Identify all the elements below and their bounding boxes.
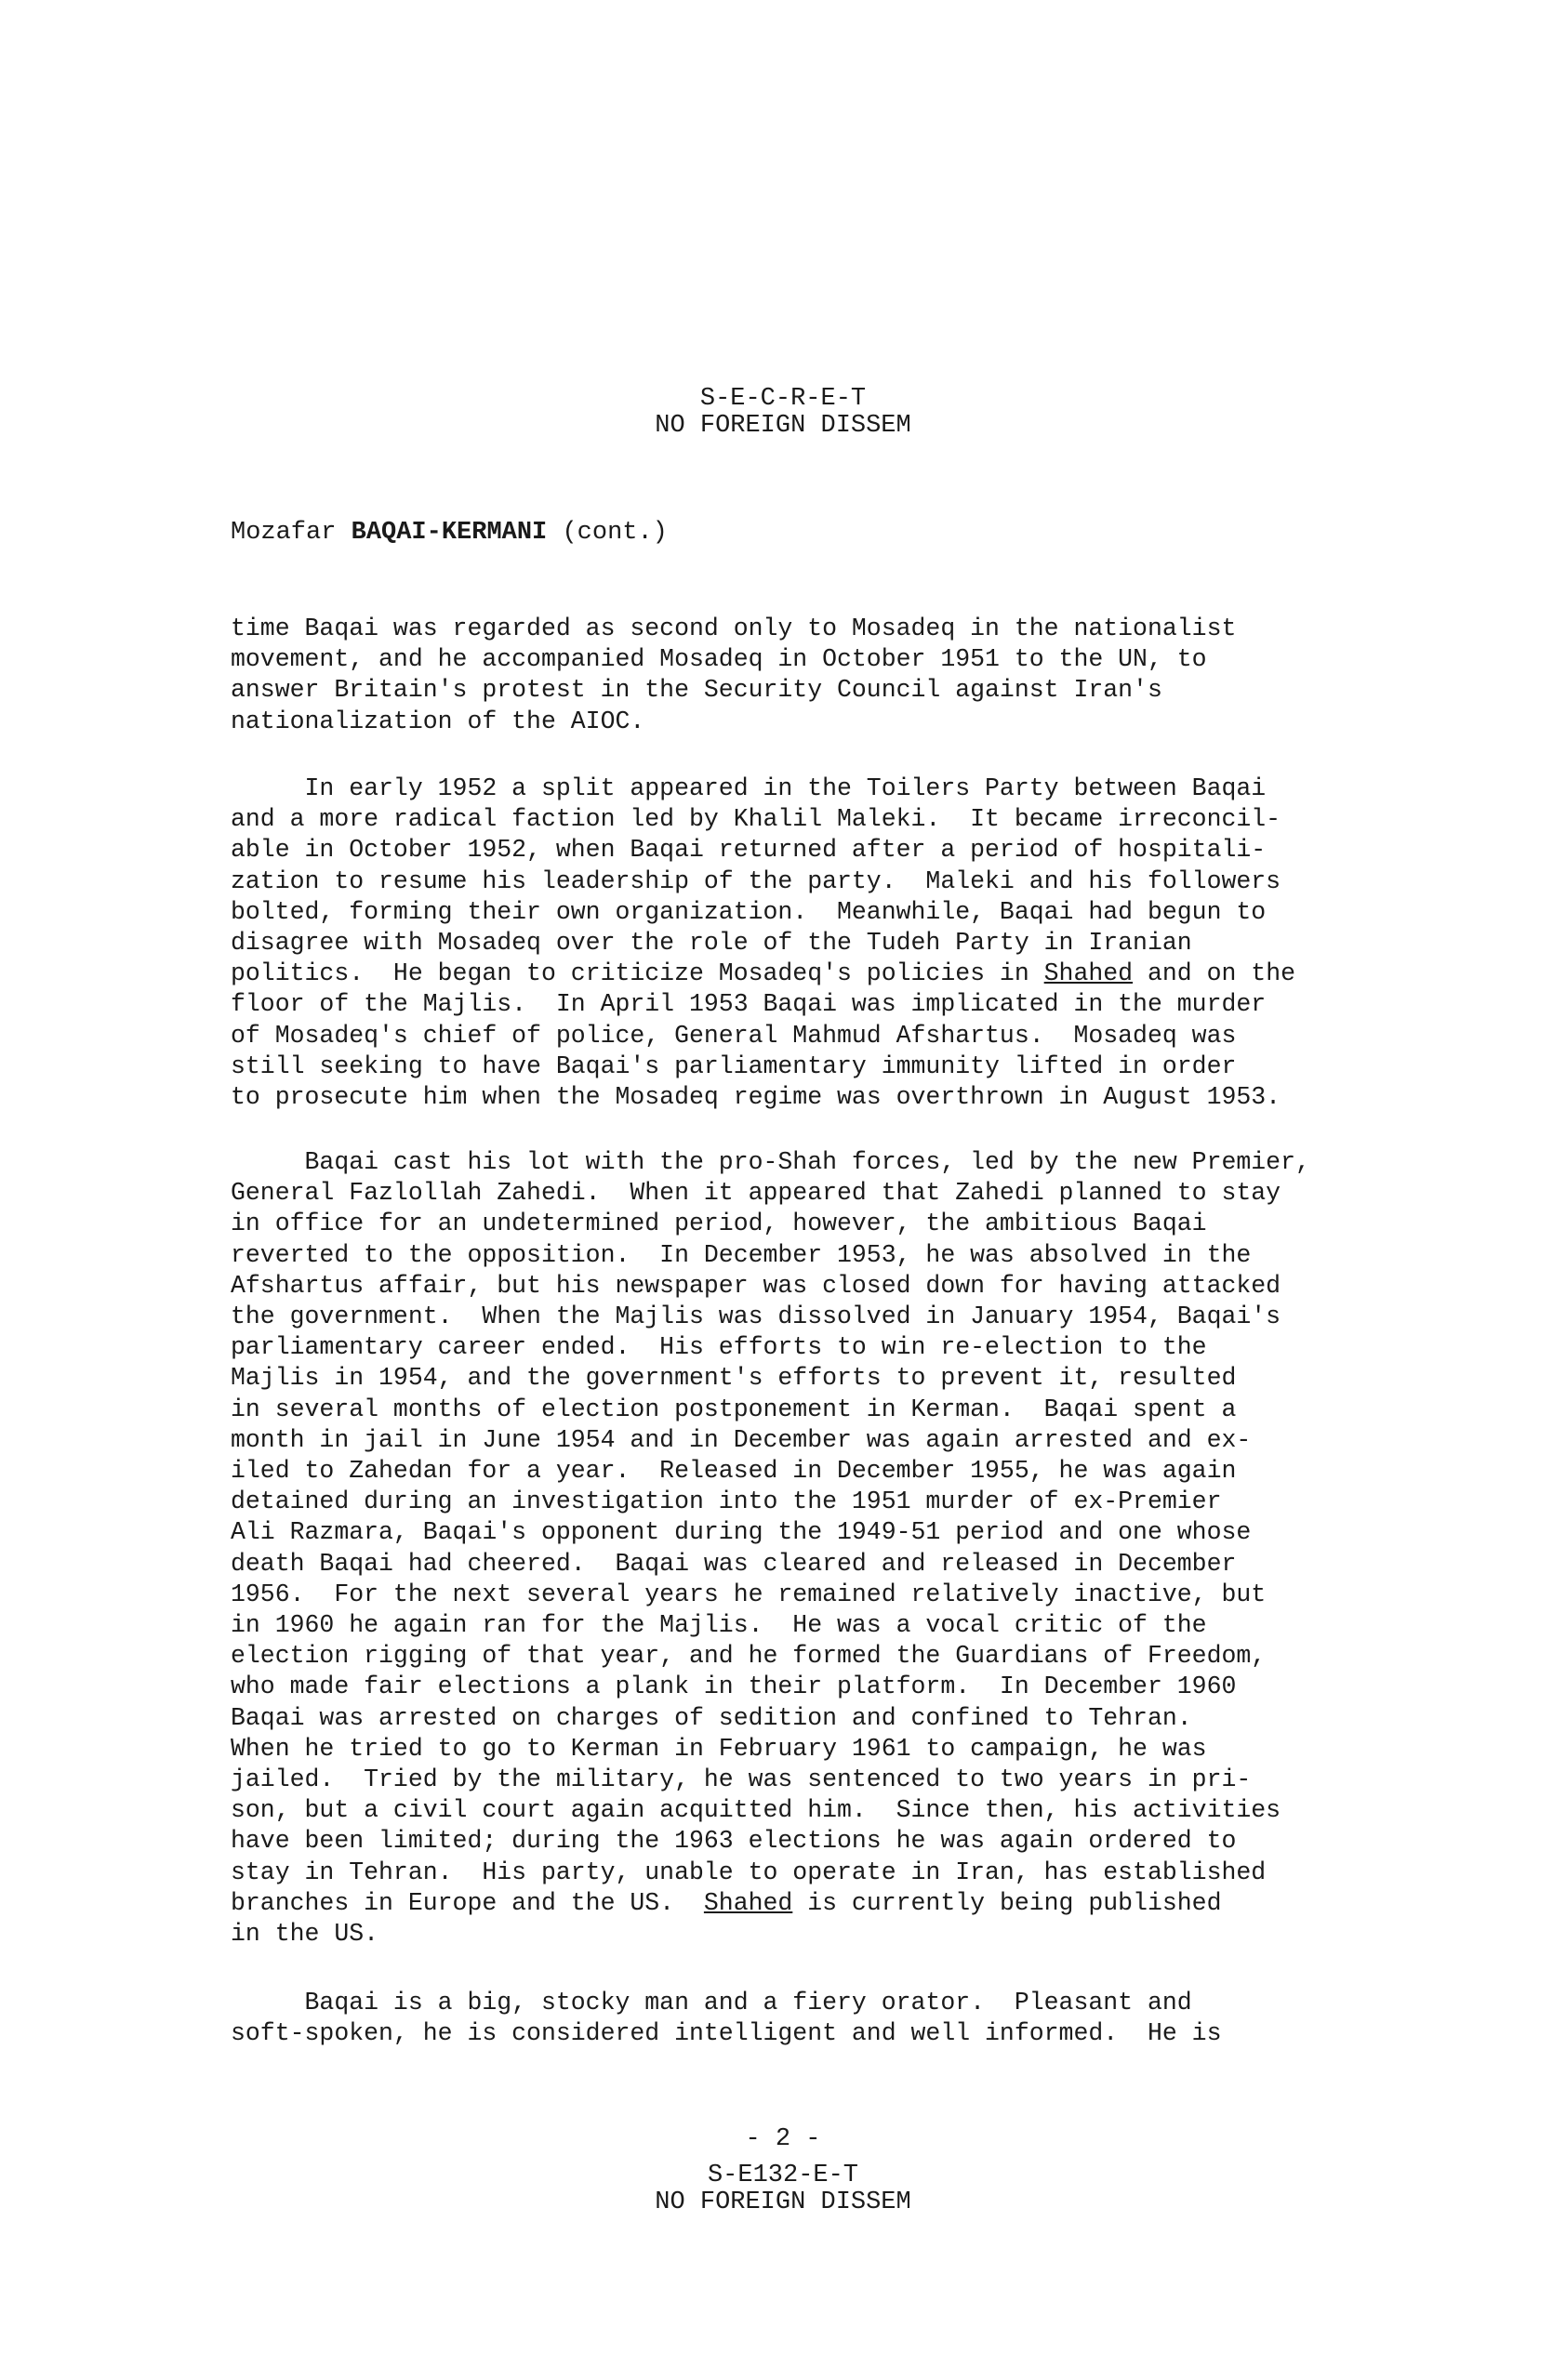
text-line: election rigging of that year, and he formed the Guardians of Freedom, [231,1642,1267,1671]
text-line: in the US. [231,1920,379,1949]
text-line: death Baqai had cheered. Baqai was cleared and released in December [231,1549,1237,1578]
text-line: In early 1952 a split appeared in the Toilers Party between Baqai [231,774,1267,802]
text-line: able in October 1952, when Baqai returned after a period of hospitali- [231,836,1267,865]
text-line: bolted, forming their own organization. Meanwhile, Baqai had begun to [231,897,1267,926]
text-line: nationalization of the AIOC. [231,707,645,735]
text-line: the government. When the Majlis was dissolved in January 1954, Baqai's [231,1302,1281,1331]
text-segment: branches in Europe and the US. [231,1888,704,1917]
text-line: 1956. For the next several years he remained relatively inactive, but [231,1580,1267,1608]
text-line: in office for an undetermined period, however, the ambitious Baqai [231,1210,1207,1238]
text-line: son, but a civil court again acquitted him. Since then, his activities [231,1796,1281,1825]
text-line: to prosecute him when the Mosadeq regime was overthrown in August 1953. [231,1083,1281,1112]
paragraph-4 [231,1988,1384,2049]
text-line: parliamentary career ended. His efforts to win re-election to the [231,1333,1207,1362]
text-line [231,1888,1384,1919]
text-line: time Baqai was regarded as second only to Mosadeq in the nationalist [231,615,1237,642]
subject-heading [231,517,668,549]
text-line: stay in Tehran. His party, unable to operate in Iran, has established [231,1858,1267,1886]
subject-suffix: (cont.) [547,519,668,547]
text-segment: is currently being published [792,1888,1222,1917]
text-line: Majlis in 1954, and the government's efforts to prevent it, resulted [231,1364,1237,1393]
text-line: When he tried to go to Kerman in February 1961 to campaign, he was [231,1734,1207,1763]
header-classification: S-E-C-R-E-T [699,385,867,413]
text-segment: politics. He began to criticize Mosadeq's policies in [231,959,1044,988]
footer-classification-left: S-E [707,2162,753,2189]
paragraph-3 [231,1147,1384,1950]
text-line: in several months of election postponement in Kerman. Baqai spent a [231,1395,1237,1423]
text-line: Baqai cast his lot with the pro-Shah forces, led by the new Premier, [231,1148,1310,1176]
footer-dissem: NO FOREIGN DISSEM [655,2188,911,2216]
text-line: answer Britain's protest in the Security Council against Iran's [231,676,1162,705]
text-line: who made fair elections a plank in their platform. In December 1960 [231,1673,1237,1701]
text-line: zation to resume his leadership of the party. Maleki and his followers [231,866,1281,895]
paragraph-2 [231,774,1384,1113]
text-line [231,959,1384,989]
subject-prefix: Mozafar [231,519,352,547]
text-line: iled to Zahedan for a year. Released in December 1955, he was again [231,1457,1237,1486]
underlined-newspaper-title: Shahed [703,1888,793,1917]
text-line: reverted to the opposition. In December 1953, he was absolved in the [231,1240,1252,1269]
text-line: Afshartus affair, but his newspaper was closed down for having attacked [231,1271,1281,1300]
text-line: and a more radical faction led by Khalil Maleki. It became irreconcil- [231,805,1281,834]
text-line: detained during an investigation into the 1951 murder of ex-Premier [231,1488,1222,1516]
footer-classification-right: -E-T [798,2162,859,2189]
text-line: still seeking to have Baqai's parliamentary immunity lifted in order [231,1051,1237,1080]
text-segment: and on the [1133,959,1296,988]
text-line: disagree with Mosadeq over the role of the Tudeh Party in Iranian [231,929,1192,958]
text-line: General Fazlollah Zahedi. When it appeared that Zahedi planned to stay [231,1179,1281,1208]
header-dissem: NO FOREIGN DISSEM [655,412,911,440]
text-line: Baqai was arrested on charges of sedition and confined to Tehran. [231,1703,1192,1732]
underlined-newspaper-title: Shahed [1043,959,1134,988]
stamp-number: 132 [752,2162,799,2189]
text-line: of Mosadeq's chief of police, General Mahmud Afshartus. Mosadeq was [231,1021,1237,1050]
text-line: Ali Razmara, Baqai's opponent during the 1949-51 period and one whose [231,1518,1252,1547]
text-line: jailed. Tried by the military, he was sentenced to two years in pri- [231,1765,1252,1794]
text-line: month in jail in June 1954 and in December was again arrested and ex- [231,1425,1252,1454]
subject-name: BAQAI-KERMANI [351,519,548,547]
page-number: - 2 - [745,2125,821,2153]
paragraph-1 [231,614,1384,737]
text-line: soft-spoken, he is considered intelligent and well informed. He is [231,2019,1222,2048]
text-line: Baqai is a big, stocky man and a fiery orator. Pleasant and [231,1989,1192,2016]
text-line: movement, and he accompanied Mosadeq in October 1951 to the UN, to [231,645,1207,674]
text-line: in 1960 he again ran for the Majlis. He was a vocal critic of the [231,1611,1207,1640]
text-line: floor of the Majlis. In April 1953 Baqai was implicated in the murder [231,990,1267,1019]
text-line: have been limited; during the 1963 elections he was again ordered to [231,1827,1237,1856]
